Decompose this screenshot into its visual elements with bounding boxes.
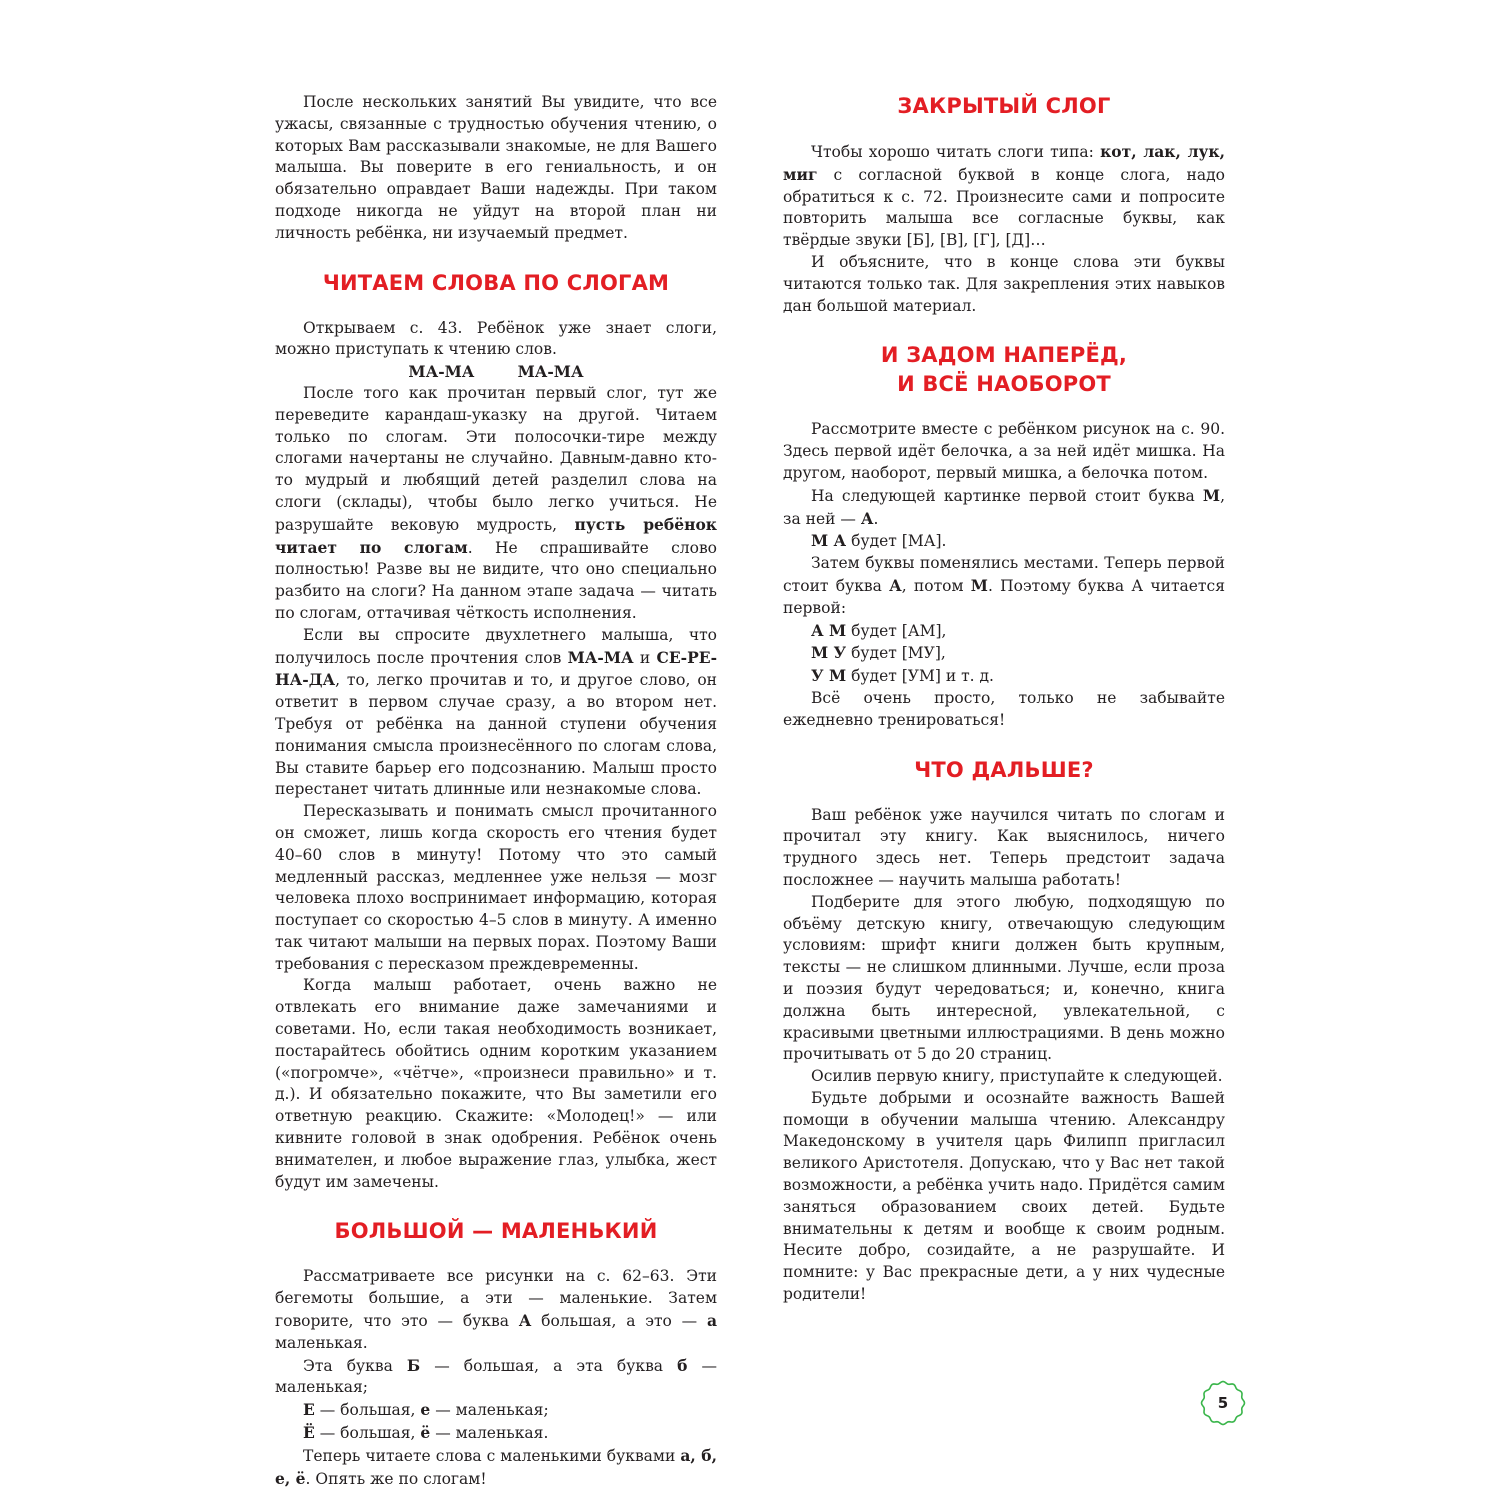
- paragraph: Когда малыш работает, очень важно не отвлекать его внимание даже замечаниями и советами. Но, если такая необходимость возникает, постарайтесь обойтись одним коротким указанием («погромче», «чётче», «произнеси правильно» и т. д.). И обязательно покажите, что Вы заметили его ответную реакцию. Скажите: «Молодец!» — или кивните головой в знак одобрения. Ребёнок очень внимателен, и любое выражение глаз, улыбка, жест будут им замечены.: [275, 976, 717, 1191]
- paragraph: М У будет [МУ],: [811, 643, 946, 663]
- paragraph: Эта буква Б — большая, а эта буква б — маленькая;: [275, 1355, 717, 1397]
- paragraph: Осилив первую книгу, приступайте к следующей.: [811, 1067, 1223, 1086]
- paragraph: На следующей картинке первой стоит буква М, за ней — А.: [783, 485, 1225, 528]
- paragraph: У М будет [УМ] и т. д.: [811, 666, 994, 686]
- section-heading-closed-syllable: ЗАКРЫТЫЙ СЛОГ: [897, 94, 1111, 118]
- paragraph: Подберите для этого любую, подходящую по объёму детскую книгу, отвечающую следующим условиям: шрифт книги должен быть крупным, тексты — не слишком длинными. Лучше, если проза и поэзия будут чередоваться; и, конечно, книга должна быть интересной, увлекательной, с красивыми цветными иллюстрациями. В день можно прочитывать от 5 до 20 страниц.: [783, 892, 1225, 1064]
- right-column: [783, 92, 1225, 1306]
- intro-paragraph: После нескольких занятий Вы увидите, что все ужасы, связанные с трудностью обучения чтению, о которых Вам рассказывали знакомые, не для Вашего малыша. Вы поверите в его гениальность, и он обязательно оправдает Ваши надежды. При таком подходе никогда не уйдут на второй план ни личность ребёнка, ни изучаемый предмет.: [275, 93, 717, 242]
- paragraph: Всё очень просто, только не забывайте ежедневно тренироваться!: [783, 688, 1225, 729]
- paragraph: Если вы спросите двухлетнего малыша, что получилось после прочтения слов МА-МА и СЕ-РЕ-НА-ДА, то, легко прочитав и то, и другое слово, он ответит в первом случае сразу, а во втором нет. Требуя от ребёнка на данной ступени обучения понимания смысла произнесённого по слогам слова, Вы ставите барьер его подсознанию. Малыш просто перестанет читать длинные или незнакомые слова.: [275, 625, 718, 799]
- paragraph: Открываем с. 43. Ребёнок уже знает слоги, можно приступать к чтению слов.: [275, 318, 717, 359]
- paragraph: Ё — большая, ё — маленькая.: [303, 1423, 549, 1443]
- paragraph: М А будет [МА].: [811, 531, 947, 551]
- paragraph: Чтобы хорошо читать слоги типа: кот, лак, лук, миг с согласной буквой в конце слога, надо обратиться к с. 72. Произнесите сами и попросите повторить малыша все согласные буквы, как твёрдые звуки [Б], [В], [Г], [Д]…: [783, 142, 1226, 250]
- paragraph: После того как прочитан первый слог, тут же переведите карандаш-указку на другой. Читаем только по слогам. Эти полосочки-тире между слогами начертаны не случайно. Давным-давно кто-то мудрый и любящий детей разделил слова на слоги (склады), чтобы было легко учиться. Не разрушайте вековую мудрость, пусть ребёнок читает по слогам. Не спрашивайте слово полностью! Разве вы не видите, что оно специально разбито на слоги? На данном этапе задача — читать по слогам, оттачивая чёткость исполнения.: [275, 383, 717, 622]
- paragraph: Рассматриваете все рисунки на с. 62–63. Эти бегемоты большие, а эти — маленькие. Затем говорите, что это — буква А большая, а это — а маленькая.: [275, 1267, 717, 1352]
- paragraph: Будьте добрыми и осознайте важность Вашей помощи в обучении малыша чтению. Александру Македонскому в учителя царь Филипп пригласил великого Аристотеля. Допускаю, что у Вас нет такой возможности, а ребёнка учить надо. Придётся самим заняться образованием своих детей. Будьте внимательны к детям и вообще к своим родным. Несите добро, созидайте, а не разрушайте. И помните: у Вас прекрасные дети, а у них чудесные родители!: [783, 1088, 1225, 1304]
- paragraph: Теперь читаете слова с маленькими буквами а, б, е, ё. Опять же по слогам!: [275, 1445, 717, 1488]
- example-words: МА-МА МА-МА: [408, 362, 584, 382]
- section-heading-what-next: ЧТО ДАЛЬШЕ?: [914, 757, 1094, 782]
- left-column: [275, 92, 717, 1490]
- paragraph: Ваш ребёнок уже научился читать по слогам и прочитал эту книгу. Как выяснилось, ничего трудного здесь нет. Теперь предстоит задача посложнее — научить малыша работать!: [783, 805, 1225, 889]
- section-heading-big-small: БОЛЬШОЙ — МАЛЕНЬКИЙ: [334, 1219, 658, 1244]
- section-heading-read-by-syllables: ЧИТАЕМ СЛОВА ПО СЛОГАМ: [322, 270, 670, 295]
- paragraph: Е — большая, е — маленькая;: [303, 1400, 549, 1420]
- paragraph: Рассмотрите вместе с ребёнком рисунок на с. 90. Здесь первой идёт белочка, а за ней идёт мишка. На другом, наоборот, первый мишка, а белочка потом.: [783, 420, 1225, 482]
- paragraph: Затем буквы поменялись местами. Теперь первой стоит буква А, потом М. Поэтому буква А читается первой:: [783, 554, 1225, 617]
- paragraph: Пересказывать и понимать смысл прочитанного он сможет, лишь когда скорость его чтения будет 40–60 слов в минуту! Потому что это самый медленный рассказ, медленнее уже нельзя — мозг человека плохо воспринимает информацию, которая поступает со скоростью 4–5 слов в минуту. А именно так читают малыши на первых порах. Поэтому Ваши требования с пересказом преждевременны.: [275, 802, 717, 973]
- page-number: 5: [1217, 1394, 1229, 1412]
- paragraph: И объясните, что в конце слова эти буквы читаются только так. Для закрепления этих навыков дан большой материал.: [783, 252, 1225, 315]
- section-heading-backwards: И ЗАДОМ НАПЕРЁД, И ВСЁ НАОБОРОТ: [880, 343, 1128, 397]
- paragraph: А М будет [АМ],: [811, 620, 947, 640]
- page-number-badge: [1200, 1380, 1246, 1426]
